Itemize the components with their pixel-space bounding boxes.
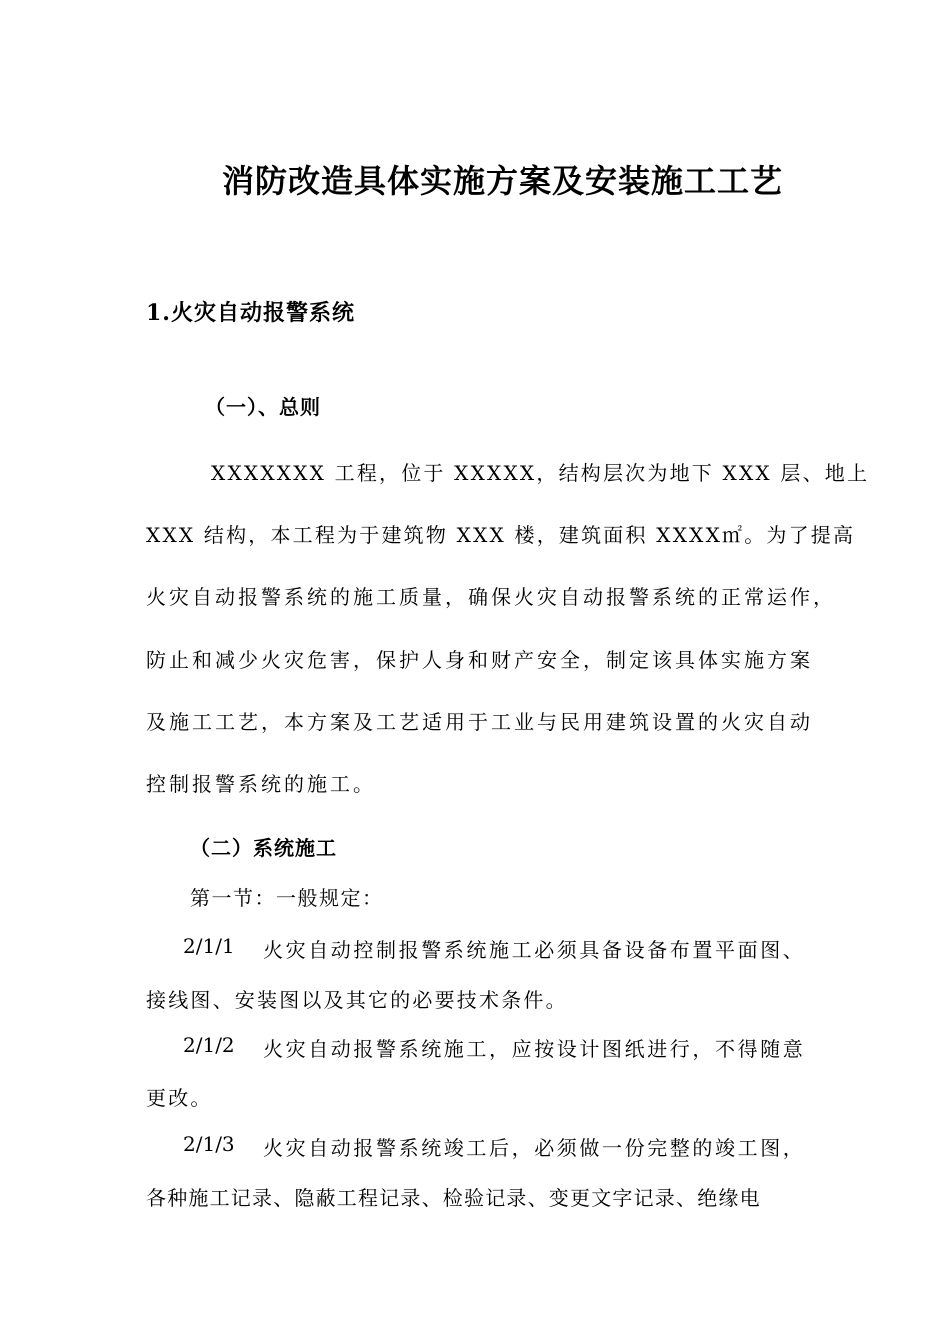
intro-line-6: 控制报警系统的施工。 xyxy=(146,772,376,796)
clause-text-line: 更改。 xyxy=(146,1086,213,1110)
section-label-general-rules: 第一节：一般规定： xyxy=(190,886,384,910)
subsection-heading-construction: （二）系统施工 xyxy=(190,836,337,860)
intro-line-2: XXX 结构，本工程为于建筑物 XXX 楼，建筑面积 XXXX㎡。为了提高 xyxy=(146,523,856,547)
intro-line-4: 防止和减少火灾危害，保护人身和财产安全，制定该具体实施方案 xyxy=(146,648,813,672)
clause-number: 2/1/3 xyxy=(183,1132,235,1156)
section-heading-fire-alarm: 1.火灾自动报警系统 xyxy=(146,300,355,326)
intro-line-5: 及施工工艺，本方案及工艺适用于工业与民用建筑设置的火灾自动 xyxy=(146,710,813,734)
document-title: 消防改造具体实施方案及安装施工工艺 xyxy=(221,162,783,200)
intro-line-3: 火灾自动报警系统的施工质量，确保火灾自动报警系统的正常运作， xyxy=(146,585,836,609)
clause-text-line: 火灾自动控制报警系统施工必须具备设备布置平面图、 xyxy=(263,938,806,962)
clause-text-line: 火灾自动报警系统竣工后，必须做一份完整的竣工图， xyxy=(263,1136,806,1160)
clause-number: 2/1/2 xyxy=(183,1033,235,1057)
clause-number: 2/1/1 xyxy=(183,934,235,958)
clause-text-line: 各种施工记录、隐蔽工程记录、检验记录、变更文字记录、绝缘电 xyxy=(146,1186,761,1210)
subsection-heading-general: （一）、总则 xyxy=(205,395,321,419)
clause-text-line: 接线图、安装图以及其它的必要技术条件。 xyxy=(146,988,568,1012)
clause-text-line: 火灾自动报警系统施工，应按设计图纸进行，不得随意 xyxy=(263,1037,806,1061)
intro-line-1: XXXXXXX 工程，位于 XXXXX，结构层次为地下 XXX 层、地上 xyxy=(211,461,870,485)
